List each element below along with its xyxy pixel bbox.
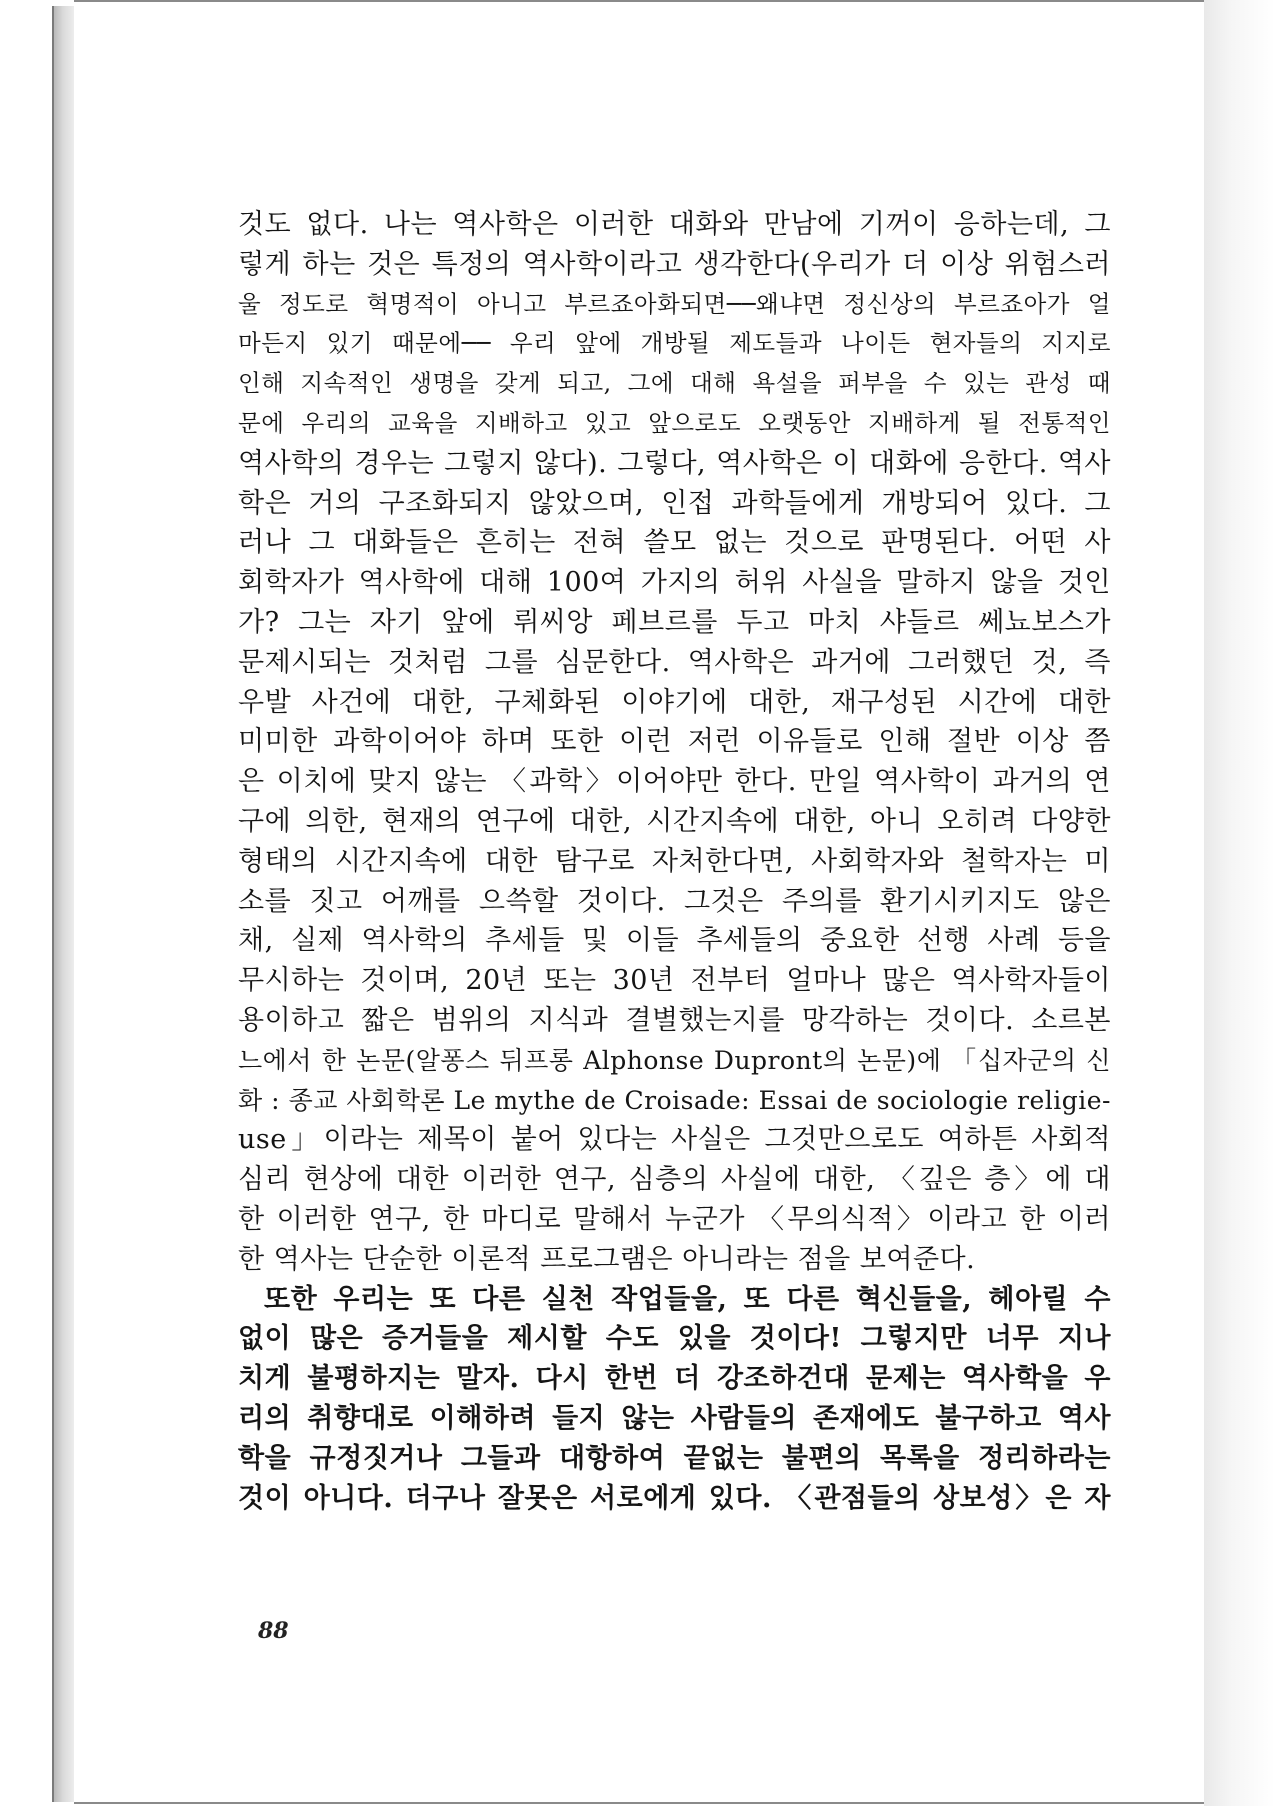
text-line: 우발 사건에 대한, 구체화된 이야기에 대한, 재구성된 시간에 대한 [238, 686, 1111, 718]
text-line: 없이 많은 증거들을 제시할 수도 있을 것이다! 그렇지만 너무 지나 [238, 1323, 1111, 1355]
text-line: use」이라는 제목이 붙어 있다는 사실은 그것만으로도 여하튼 사회적 [238, 1124, 1111, 1156]
text-line: 또한 우리는 또 다른 실천 작업들을, 또 다른 혁신들을, 헤아릴 수 [264, 1283, 1111, 1315]
page-right-shadow [1204, 0, 1275, 1806]
text-line: 역사학의 경우는 그렇지 않다). 그렇다, 역사학은 이 대화에 응한다. 역사 [238, 447, 1111, 479]
text-line: 학은 거의 구조화되지 않았으며, 인접 과학들에게 개방되어 있다. 그 [238, 487, 1111, 519]
text-line: 용이하고 짧은 범위의 지식과 결별했는지를 망각하는 것이다. 소르본 [238, 1004, 1111, 1036]
text-line: 느에서 한 논문(알퐁스 뒤프롱 Alphonse Dupront의 논문)에 「십자군의 신 [238, 1045, 1111, 1075]
text-line: 렇게 하는 것은 특정의 역사학이라고 생각한다(우리가 더 이상 위험스러 [238, 248, 1111, 280]
text-line: 무시하는 것이며, 20년 또는 30년 전부터 얼마나 많은 역사학자들이 [238, 965, 1111, 997]
text-line: 소를 짓고 어깨를 으쓱할 것이다. 그것은 주의를 환기시키지도 않은 [238, 885, 1111, 917]
text-line: 화 : 종교 사회학론 Le mythe de Croisade: Essai de sociologie religie- [238, 1085, 1111, 1115]
text-line: 채, 실제 역사학의 추세들 및 이들 추세들의 중요한 선행 사례 등을 [238, 925, 1111, 957]
text-line: 인해 지속적인 생명을 갖게 되고, 그에 대해 욕설을 퍼부을 수 있는 관성 때 [238, 369, 1111, 398]
text-line: 리의 취향대로 이해하려 들지 않는 사람들의 존재에도 불구하고 역사 [238, 1402, 1111, 1434]
page-number: 88 [258, 1618, 289, 1644]
body-text [238, 205, 1111, 1518]
text-line: 울 정도로 혁명적이 아니고 부르죠아화되면──왜냐면 정신상의 부르죠아가 얼 [238, 289, 1111, 318]
text-line: 은 이치에 맞지 않는 〈과학〉이어야만 한다. 만일 역사학이 과거의 연 [238, 766, 1111, 798]
text-line: 학을 규정짓거나 그들과 대항하여 끝없는 불편의 목록을 정리하라는 [238, 1442, 1111, 1474]
text-line: 것도 없다. 나는 역사학은 이러한 대화와 만남에 기꺼이 응하는데, 그 [238, 209, 1111, 240]
text-line: 미미한 과학이어야 하며 또한 이런 저런 이유들로 인해 절반 이상 쯤 [238, 726, 1111, 758]
text-line: 심리 현상에 대한 이러한 연구, 심층의 사실에 대한, 〈깊은 층〉에 대 [238, 1164, 1111, 1196]
text-line: 러나 그 대화들은 흔히는 전혀 쓸모 없는 것으로 판명된다. 어떤 사 [238, 527, 1111, 559]
text-line: 것이 아니다. 더구나 잘못은 서로에게 있다. 〈관점들의 상보성〉은 자 [238, 1482, 1111, 1514]
text-line: 한 이러한 연구, 한 마디로 말해서 누군가 〈무의식적〉이라고 한 이러 [238, 1203, 1111, 1235]
book-spine-edge [52, 6, 76, 1802]
text-line: 치게 불평하지는 말자. 다시 한번 더 강조하건대 문제는 역사학을 우 [238, 1363, 1111, 1395]
text-line: 문제시되는 것처럼 그를 심문한다. 역사학은 과거에 그러했던 것, 즉 [238, 646, 1111, 678]
text-line: 문에 우리의 교육을 지배하고 있고 앞으로도 오랫동안 지배하게 될 전통적인 [238, 408, 1111, 437]
text-line: 회학자가 역사학에 대해 100여 가지의 허위 사실을 말하지 않을 것인 [238, 567, 1111, 599]
text-line: 구에 의한, 현재의 연구에 대한, 시간지속에 대한, 아니 오히려 다양한 [238, 805, 1111, 837]
text-line: 가? 그는 자기 앞에 뤼씨앙 페브르를 두고 마치 샤들르 쎄뇨보스가 [238, 606, 1111, 638]
text-line: 마든지 있기 때문에── 우리 앞에 개방될 제도들과 나이든 현자들의 지지로 [238, 329, 1111, 358]
text-line: 형태의 시간지속에 대한 탐구로 자처한다면, 사회학자와 철학자는 미 [238, 845, 1111, 877]
text-line: 한 역사는 단순한 이론적 프로그램은 아니라는 점을 보여준다. [238, 1243, 976, 1275]
